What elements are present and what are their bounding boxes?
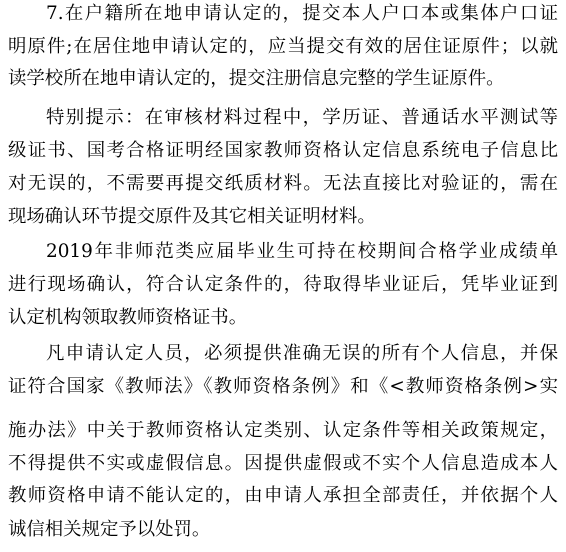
paragraph-4-line-6: 诚信相关规定予以处罚。 xyxy=(8,519,211,540)
paragraph-4-line-3: 施办法》中关于教师资格认定类别、认定条件等相关政策规定， xyxy=(8,420,558,441)
paragraph-3-line-3: 认定机构领取教师资格证书。 xyxy=(8,307,248,328)
paragraph-4-line-4: 不得提供不实或虚假信息。因提供虚假或不实个人信息造成本人 xyxy=(8,453,558,474)
paragraph-2-line-3: 对无误的，不需要再提交纸质材料。无法直接比对验证的，需在 xyxy=(8,173,558,194)
paragraph-3-line-1: 2019年非师范类应届毕业生可持在校期间合格学业成绩单 xyxy=(46,241,558,262)
paragraph-2-line-2: 级证书、国考合格证明经国家教师资格认定信息系统电子信息比 xyxy=(8,140,558,161)
paragraph-4-line-1: 凡申请认定人员，必须提供准确无误的所有个人信息，并保 xyxy=(46,343,558,364)
paragraph-2-line-1: 特别提示：在审核材料过程中，学历证、普通话水平测试等 xyxy=(46,107,558,128)
paragraph-4-line-2: 证符合国家《教师法》《教师资格条例》和《<教师资格条例>实 xyxy=(8,376,558,397)
paragraph-1-line-2: 明原件;在居住地申请认定的，应当提交有效的居住证原件；以就 xyxy=(8,36,558,57)
paragraph-1-line-1: 7.在户籍所在地申请认定的，提交本人户口本或集体户口证 xyxy=(46,3,558,24)
paragraph-1-line-3: 读学校所在地申请认定的，提交注册信息完整的学生证原件。 xyxy=(8,68,505,89)
paragraph-3-line-2: 进行现场确认，符合认定条件的，待取得毕业证后，凭毕业证到 xyxy=(8,274,558,295)
paragraph-4-line-5: 教师资格申请不能认定的，由申请人承担全部责任，并依据个人 xyxy=(8,485,558,506)
paragraph-2-line-4: 现场确认环节提交原件及其它相关证明材料。 xyxy=(8,206,376,227)
